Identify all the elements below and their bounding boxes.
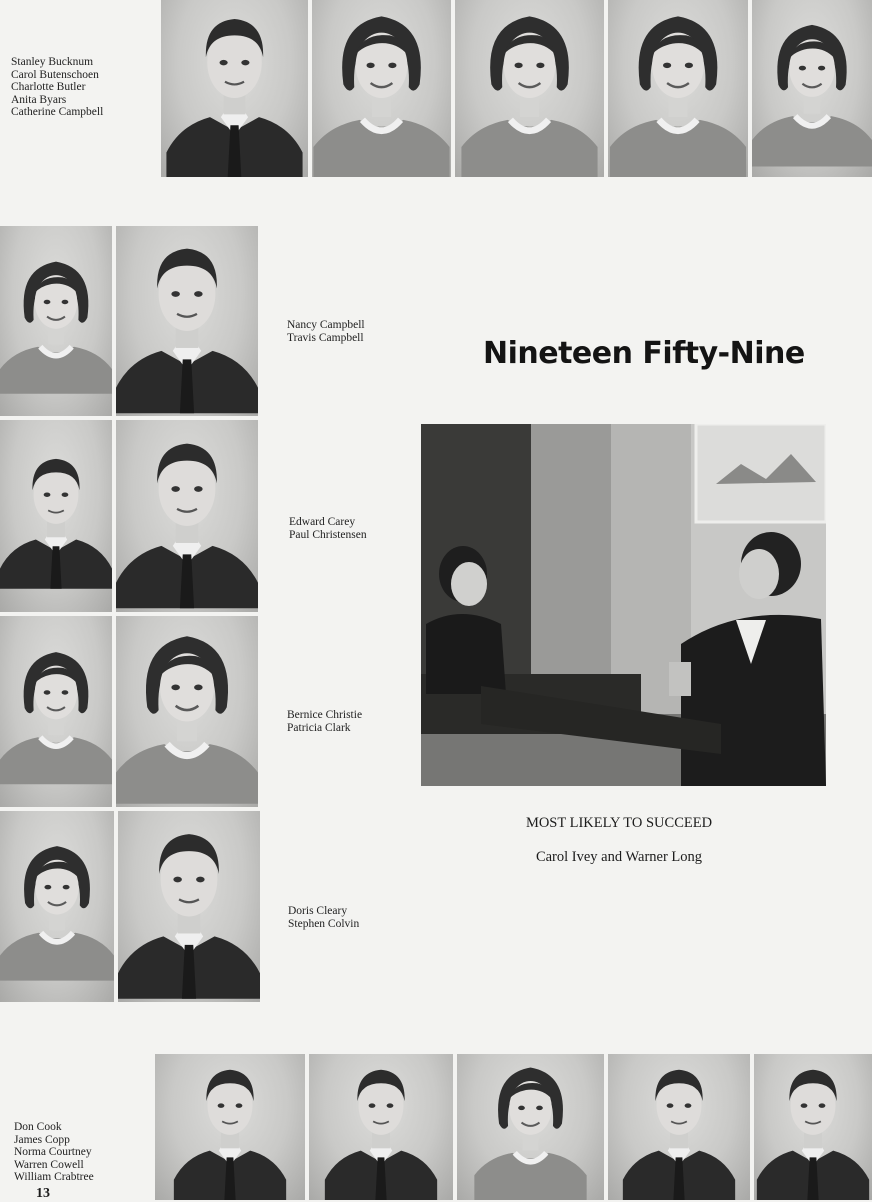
student-name: Carol Butenschoen [11,68,99,81]
award-caption-names: Carol Ivey and Warner Long [535,849,703,865]
portrait-photo [309,1054,453,1200]
portrait-photo [608,0,748,177]
portrait-photo [116,616,258,807]
portrait-photo [161,0,308,177]
portrait-photo [0,811,114,1002]
portrait-photo [457,1054,604,1200]
student-name: Edward Carey [289,516,356,528]
portrait-photo [312,0,451,177]
pair-names [287,709,362,734]
bottom-row-names [14,1121,94,1184]
pair-names [288,905,359,930]
pair-names [289,516,367,541]
student-name: Paul Christensen [289,528,367,541]
featured-photo [421,424,826,786]
top-row-names [11,56,103,119]
student-name: Doris Cleary [288,905,348,917]
portrait-photo [455,0,604,177]
portrait-photo [608,1054,750,1200]
page-number: 13 [36,1186,50,1201]
portrait-photo [0,226,112,416]
portrait-photo [0,616,112,807]
student-name: Catherine Campbell [11,106,104,118]
student-name: Don Cook [14,1121,62,1133]
pair-names [287,319,365,344]
student-name: Stephen Colvin [288,917,360,930]
student-name: Patricia Clark [287,721,351,734]
portrait-photo [752,0,872,177]
student-name: Stanley Bucknum [11,56,94,68]
portrait-photo [116,420,258,612]
student-name: Norma Courtney [14,1146,92,1158]
portrait-photo [116,226,258,416]
portrait-photo [754,1054,872,1200]
student-name: Travis Campbell [287,331,364,344]
student-name: Anita Byars [11,93,67,106]
student-name: Charlotte Butler [11,81,86,93]
page-title: Nineteen Fifty-Nine [483,336,805,371]
student-name: Nancy Campbell [287,319,365,331]
student-name: Bernice Christie [287,709,363,721]
portrait-photo [0,420,112,612]
award-caption-title: MOST LIKELY TO SUCCEED [525,815,713,831]
student-name: James Copp [14,1133,70,1146]
student-name: William Crabtree [14,1171,94,1183]
student-name: Warren Cowell [14,1158,84,1171]
portrait-photo [155,1054,305,1200]
portrait-photo [118,811,260,1002]
